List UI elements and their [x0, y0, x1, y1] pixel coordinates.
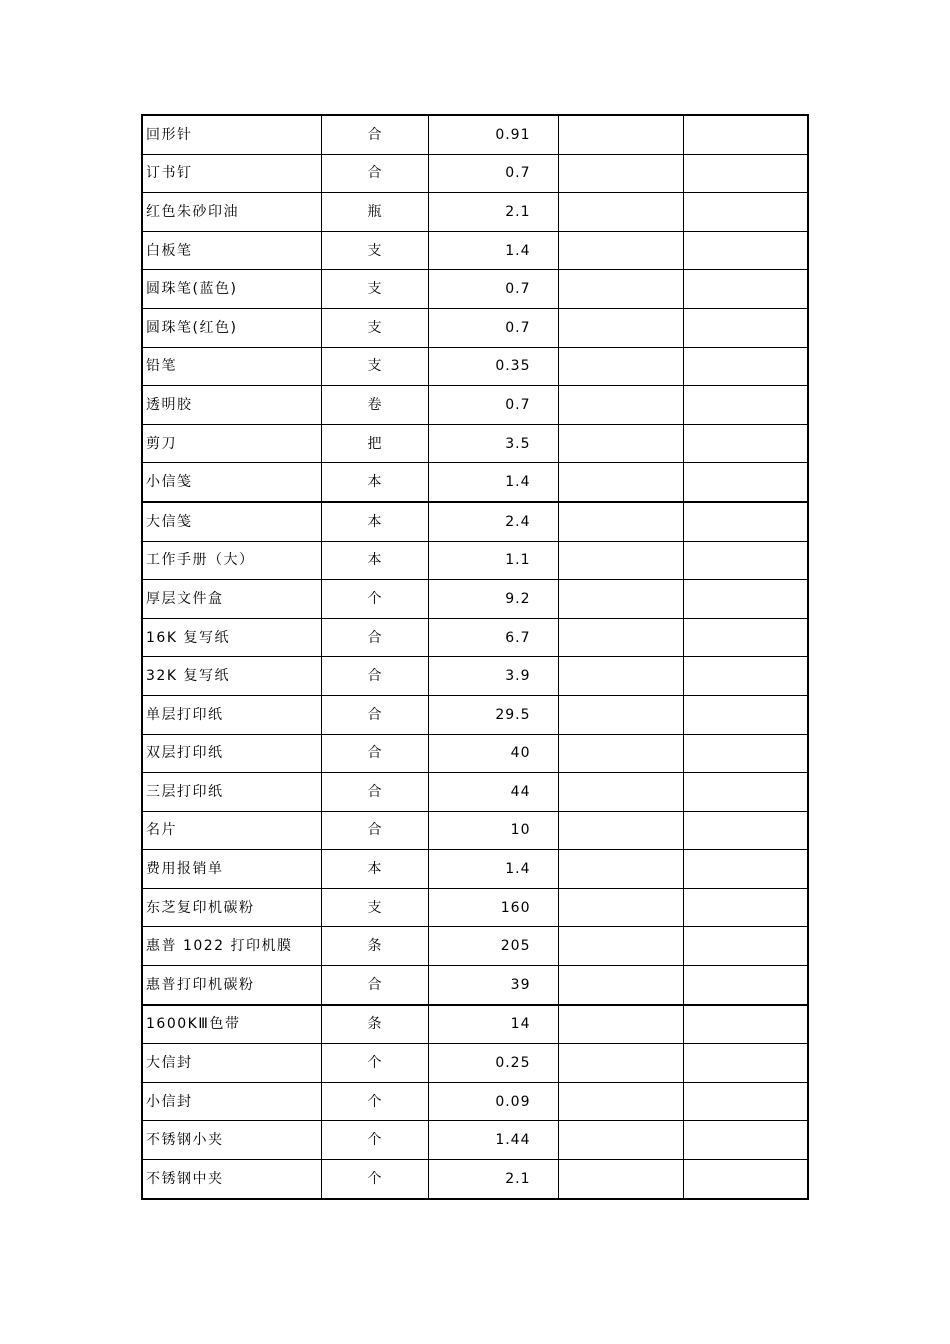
- item-price-cell: 2.1: [428, 193, 558, 232]
- table-row: [142, 1005, 808, 1044]
- item-unit-cell: 合: [321, 734, 428, 773]
- empty-cell: [558, 502, 683, 541]
- supplies-price-table: [141, 114, 809, 1200]
- item-name-cell: 双层打印纸: [142, 734, 321, 773]
- empty-cell: [558, 580, 683, 619]
- table-row: [142, 1121, 808, 1160]
- empty-cell: [558, 734, 683, 773]
- item-unit-cell: 本: [321, 541, 428, 580]
- item-unit-cell: 合: [321, 811, 428, 850]
- item-name-cell: 圆珠笔(红色): [142, 308, 321, 347]
- empty-cell: [683, 734, 808, 773]
- table-row: [142, 888, 808, 927]
- empty-cell: [558, 386, 683, 425]
- item-name-cell: 回形针: [142, 115, 321, 154]
- item-price-cell: 10: [428, 811, 558, 850]
- item-unit-cell: 把: [321, 424, 428, 463]
- table-row: [142, 386, 808, 425]
- empty-cell: [558, 888, 683, 927]
- item-name-cell: 不锈钢中夹: [142, 1160, 321, 1199]
- empty-cell: [558, 308, 683, 347]
- item-unit-cell: 支: [321, 231, 428, 270]
- empty-cell: [558, 541, 683, 580]
- table-row: [142, 773, 808, 812]
- empty-cell: [558, 347, 683, 386]
- item-name-cell: 大信笺: [142, 502, 321, 541]
- item-unit-cell: 合: [321, 657, 428, 696]
- empty-cell: [558, 1121, 683, 1160]
- item-price-cell: 40: [428, 734, 558, 773]
- empty-cell: [558, 1082, 683, 1121]
- table-row: [142, 463, 808, 502]
- empty-cell: [683, 424, 808, 463]
- table-row: [142, 193, 808, 232]
- item-unit-cell: 合: [321, 773, 428, 812]
- item-unit-cell: 支: [321, 270, 428, 309]
- table-row: [142, 618, 808, 657]
- item-price-cell: 1.4: [428, 850, 558, 889]
- item-price-cell: 1.4: [428, 231, 558, 270]
- item-name-cell: 名片: [142, 811, 321, 850]
- item-price-cell: 29.5: [428, 695, 558, 734]
- empty-cell: [558, 154, 683, 193]
- item-name-cell: 费用报销单: [142, 850, 321, 889]
- item-unit-cell: 合: [321, 115, 428, 154]
- empty-cell: [683, 231, 808, 270]
- table-row: [142, 502, 808, 541]
- item-name-cell: 小信封: [142, 1082, 321, 1121]
- item-unit-cell: 本: [321, 502, 428, 541]
- empty-cell: [683, 1121, 808, 1160]
- empty-cell: [683, 347, 808, 386]
- table-row: [142, 231, 808, 270]
- table-body: [142, 115, 808, 1199]
- empty-cell: [558, 1044, 683, 1083]
- item-unit-cell: 支: [321, 347, 428, 386]
- item-name-cell: 惠普 1022 打印机膜: [142, 927, 321, 966]
- item-unit-cell: 条: [321, 927, 428, 966]
- empty-cell: [558, 657, 683, 696]
- table-row: [142, 580, 808, 619]
- empty-cell: [558, 773, 683, 812]
- empty-cell: [683, 193, 808, 232]
- item-name-cell: 剪刀: [142, 424, 321, 463]
- item-name-cell: 1600KⅢ色带: [142, 1005, 321, 1044]
- item-price-cell: 160: [428, 888, 558, 927]
- item-price-cell: 0.7: [428, 386, 558, 425]
- table-row: [142, 850, 808, 889]
- item-name-cell: 32K 复写纸: [142, 657, 321, 696]
- empty-cell: [683, 1160, 808, 1199]
- item-unit-cell: 支: [321, 888, 428, 927]
- table-row: [142, 270, 808, 309]
- item-name-cell: 单层打印纸: [142, 695, 321, 734]
- item-price-cell: 205: [428, 927, 558, 966]
- item-price-cell: 0.09: [428, 1082, 558, 1121]
- item-price-cell: 9.2: [428, 580, 558, 619]
- empty-cell: [683, 927, 808, 966]
- empty-cell: [683, 463, 808, 502]
- item-unit-cell: 个: [321, 1121, 428, 1160]
- item-unit-cell: 本: [321, 850, 428, 889]
- item-price-cell: 0.25: [428, 1044, 558, 1083]
- item-unit-cell: 合: [321, 966, 428, 1005]
- empty-cell: [683, 1044, 808, 1083]
- item-price-cell: 14: [428, 1005, 558, 1044]
- table-row: [142, 695, 808, 734]
- item-name-cell: 工作手册（大）: [142, 541, 321, 580]
- table-row: [142, 927, 808, 966]
- item-name-cell: 红色朱砂印油: [142, 193, 321, 232]
- item-unit-cell: 支: [321, 308, 428, 347]
- item-name-cell: 不锈钢小夹: [142, 1121, 321, 1160]
- empty-cell: [683, 308, 808, 347]
- item-unit-cell: 卷: [321, 386, 428, 425]
- table-row: [142, 154, 808, 193]
- item-price-cell: 0.91: [428, 115, 558, 154]
- empty-cell: [683, 154, 808, 193]
- empty-cell: [683, 115, 808, 154]
- empty-cell: [558, 424, 683, 463]
- item-price-cell: 44: [428, 773, 558, 812]
- table-row: [142, 1160, 808, 1199]
- item-name-cell: 东芝复印机碳粉: [142, 888, 321, 927]
- item-unit-cell: 合: [321, 618, 428, 657]
- table-row: [142, 1082, 808, 1121]
- empty-cell: [683, 502, 808, 541]
- item-unit-cell: 合: [321, 154, 428, 193]
- item-name-cell: 大信封: [142, 1044, 321, 1083]
- empty-cell: [558, 193, 683, 232]
- item-name-cell: 圆珠笔(蓝色): [142, 270, 321, 309]
- table-row: [142, 811, 808, 850]
- item-name-cell: 白板笔: [142, 231, 321, 270]
- empty-cell: [683, 270, 808, 309]
- item-unit-cell: 个: [321, 1044, 428, 1083]
- item-name-cell: 铅笔: [142, 347, 321, 386]
- item-unit-cell: 个: [321, 1082, 428, 1121]
- item-price-cell: 0.7: [428, 270, 558, 309]
- item-price-cell: 0.7: [428, 154, 558, 193]
- empty-cell: [683, 618, 808, 657]
- empty-cell: [558, 1160, 683, 1199]
- table-row: [142, 966, 808, 1005]
- table-row: [142, 657, 808, 696]
- empty-cell: [558, 463, 683, 502]
- empty-cell: [558, 811, 683, 850]
- item-name-cell: 订书钉: [142, 154, 321, 193]
- empty-cell: [683, 888, 808, 927]
- empty-cell: [683, 1082, 808, 1121]
- item-name-cell: 三层打印纸: [142, 773, 321, 812]
- empty-cell: [558, 115, 683, 154]
- item-name-cell: 惠普打印机碳粉: [142, 966, 321, 1005]
- empty-cell: [683, 580, 808, 619]
- item-unit-cell: 条: [321, 1005, 428, 1044]
- item-price-cell: 1.4: [428, 463, 558, 502]
- table-row: [142, 541, 808, 580]
- empty-cell: [683, 966, 808, 1005]
- table-row: [142, 115, 808, 154]
- item-price-cell: 1.1: [428, 541, 558, 580]
- item-unit-cell: 本: [321, 463, 428, 502]
- item-price-cell: 39: [428, 966, 558, 1005]
- item-name-cell: 16K 复写纸: [142, 618, 321, 657]
- item-unit-cell: 瓶: [321, 193, 428, 232]
- item-price-cell: 0.35: [428, 347, 558, 386]
- empty-cell: [683, 773, 808, 812]
- empty-cell: [558, 850, 683, 889]
- item-price-cell: 6.7: [428, 618, 558, 657]
- item-unit-cell: 个: [321, 1160, 428, 1199]
- item-price-cell: 3.9: [428, 657, 558, 696]
- item-name-cell: 透明胶: [142, 386, 321, 425]
- item-unit-cell: 个: [321, 580, 428, 619]
- empty-cell: [558, 927, 683, 966]
- item-name-cell: 小信笺: [142, 463, 321, 502]
- empty-cell: [558, 966, 683, 1005]
- empty-cell: [558, 1005, 683, 1044]
- empty-cell: [683, 657, 808, 696]
- table-row: [142, 308, 808, 347]
- empty-cell: [558, 618, 683, 657]
- empty-cell: [683, 811, 808, 850]
- item-price-cell: 3.5: [428, 424, 558, 463]
- empty-cell: [683, 541, 808, 580]
- table-row: [142, 734, 808, 773]
- empty-cell: [558, 231, 683, 270]
- item-price-cell: 2.1: [428, 1160, 558, 1199]
- empty-cell: [683, 850, 808, 889]
- empty-cell: [558, 270, 683, 309]
- item-price-cell: 2.4: [428, 502, 558, 541]
- table-row: [142, 424, 808, 463]
- item-price-cell: 1.44: [428, 1121, 558, 1160]
- empty-cell: [558, 695, 683, 734]
- empty-cell: [683, 695, 808, 734]
- empty-cell: [683, 386, 808, 425]
- item-name-cell: 厚层文件盒: [142, 580, 321, 619]
- item-price-cell: 0.7: [428, 308, 558, 347]
- table-row: [142, 347, 808, 386]
- item-unit-cell: 合: [321, 695, 428, 734]
- table-row: [142, 1044, 808, 1083]
- empty-cell: [683, 1005, 808, 1044]
